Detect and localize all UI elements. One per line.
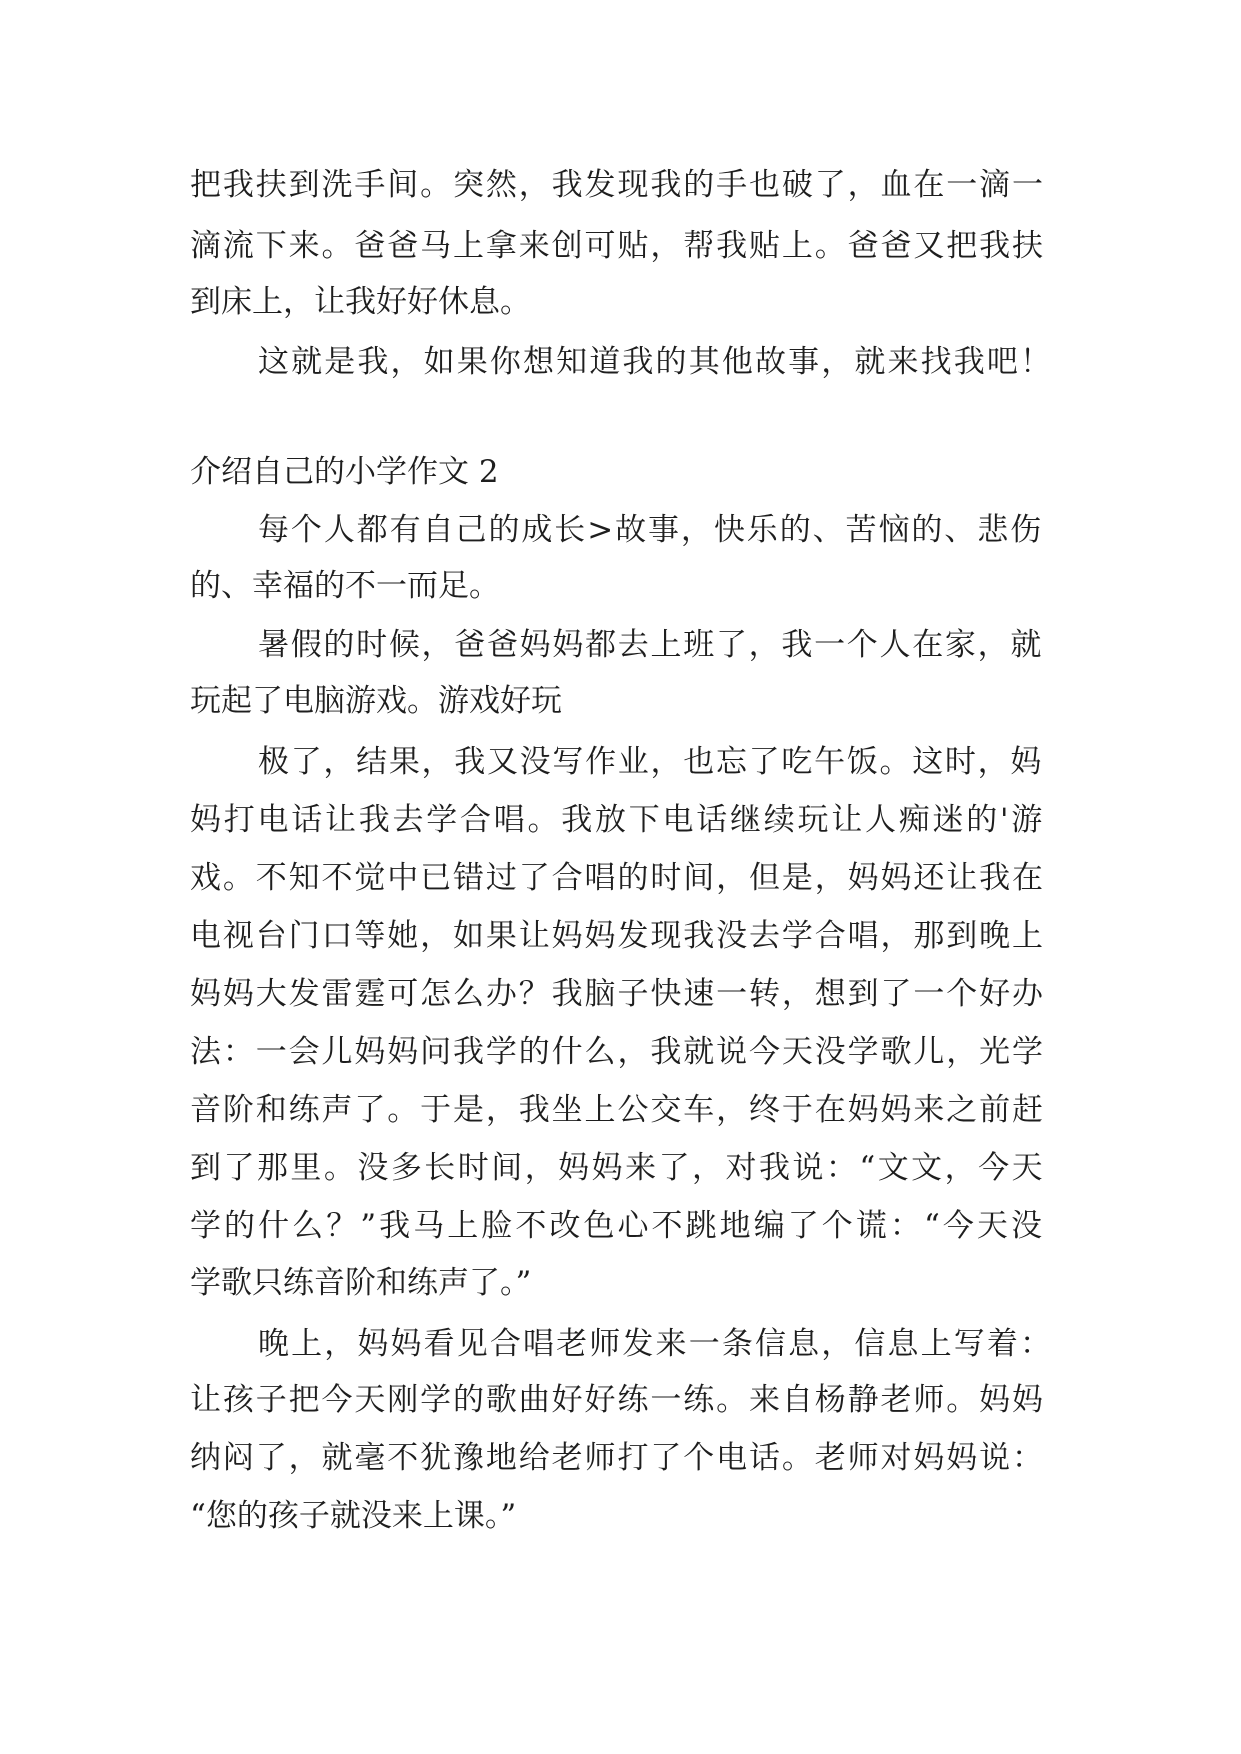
text-line: 到了那里。没多长时间，妈妈来了，对我说：“文文，今天 (190, 1150, 1046, 1186)
text-line: 纳闷了，就毫不犹豫地给老师打了个电话。老师对妈妈说： (190, 1440, 1045, 1476)
text-line: 暑假的时候，爸爸妈妈都去上班了，我一个人在家，就 (258, 627, 1044, 663)
text-line: 到床上，让我好好休息。 (190, 284, 531, 320)
text-line: 滴流下来。爸爸马上拿来创可贴，帮我贴上。爸爸又把我扶 (190, 228, 1045, 264)
text-line: 这就是我，如果你想知道我的其他故事，就来找我吧！ (258, 344, 1054, 380)
text-line: 法：一会儿妈妈问我学的什么，我就说今天没学歌儿，光学 (190, 1034, 1045, 1070)
text-line: 的、幸福的不一而足。 (190, 568, 500, 604)
text-line: 音阶和练声了。于是，我坐上公交车，终于在妈妈来之前赶 (190, 1092, 1045, 1128)
text-line: 妈妈大发雷霆可怎么办？我脑子快速一转，想到了一个好办 (190, 976, 1045, 1012)
text-line: 妈打电话让我去学合唱。我放下电话继续玩让人痴迷的'游 (190, 802, 1046, 838)
text-line: 玩起了电脑游戏。游戏好玩 (190, 683, 562, 719)
section-heading: 介绍自己的小学作文 2 (190, 454, 499, 490)
text-line: 晚上，妈妈看见合唱老师发来一条信息，信息上写着： (258, 1326, 1054, 1362)
text-line: 学歌只练音阶和练声了。” (190, 1265, 532, 1301)
text-line: 戏。不知不觉中已错过了合唱的时间，但是，妈妈还让我在 (190, 860, 1045, 896)
text-line: 极了，结果，我又没写作业，也忘了吃午饭。这时，妈 (258, 744, 1044, 780)
text-line: 电视台门口等她，如果让妈妈发现我没去学合唱，那到晚上 (190, 918, 1045, 954)
text-line: 让孩子把今天刚学的歌曲好好练一练。来自杨静老师。妈妈 (190, 1382, 1045, 1418)
text-line: 学的什么？”我马上脸不改色心不跳地编了个谎：“今天没 (190, 1208, 1045, 1244)
text-line: 把我扶到洗手间。突然，我发现我的手也破了，血在一滴一 (190, 167, 1045, 203)
text-line: 每个人都有自己的成长>故事，快乐的、苦恼的、悲伤 (258, 512, 1044, 548)
text-line: “您的孩子就没来上课。” (190, 1498, 517, 1534)
